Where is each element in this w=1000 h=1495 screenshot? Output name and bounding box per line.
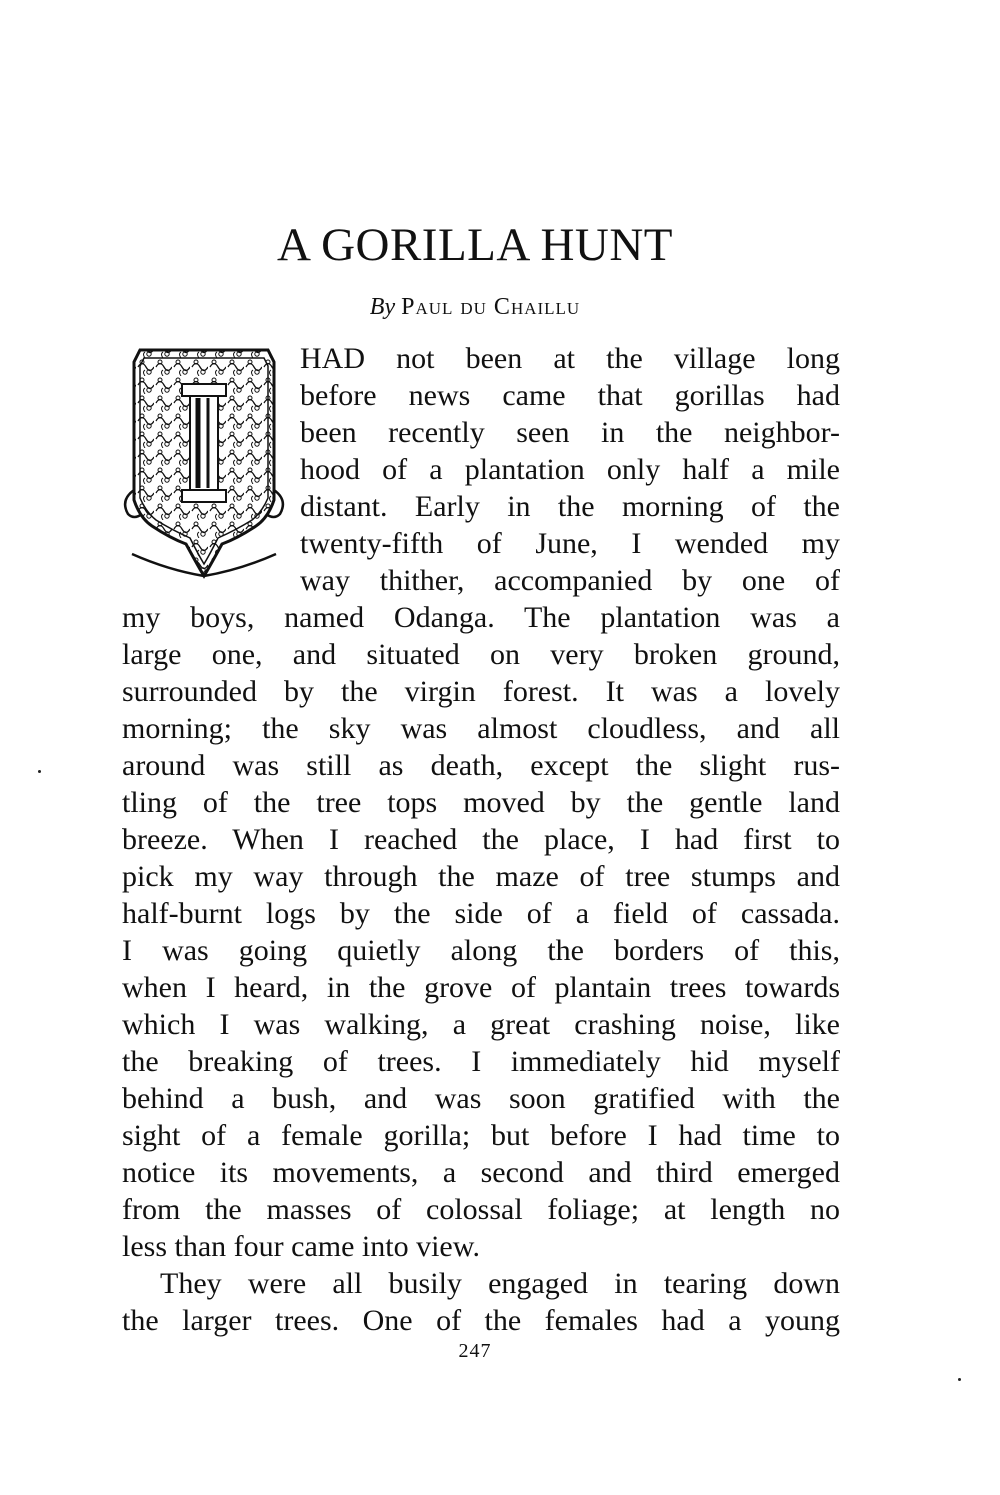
text-line: behind a bush, and was soon gratified with the: [122, 1082, 840, 1115]
text-line: my boys, named Odanga. The plantation was a: [122, 601, 840, 634]
text-line: notice its movements, a second and third emerged: [122, 1156, 840, 1189]
text-line: morning; the sky was almost cloudless, and all: [122, 712, 840, 745]
scan-speck: [958, 1378, 961, 1381]
text-line: large one, and situated on very broken ground,: [122, 638, 840, 671]
text-line: I was going quietly along the borders of this,: [122, 934, 840, 967]
story-title: A GORILLA HUNT: [276, 219, 674, 271]
text-line: the larger trees. One of the females had a young: [122, 1304, 840, 1337]
text-line: been recently seen in the neighbor-: [300, 416, 840, 449]
text-line: the breaking of trees. I immediately hid myself: [122, 1045, 840, 1078]
text-line: from the masses of colossal foliage; at length no: [122, 1193, 840, 1226]
text-line: surrounded by the virgin forest. It was a lovely: [122, 675, 840, 708]
byline-by: By: [369, 294, 396, 320]
text-line: distant. Early in the morning of the: [300, 490, 840, 523]
text-line: breeze. When I reached the place, I had first to: [122, 823, 840, 856]
byline-author: Paul du Chaillu: [401, 294, 581, 320]
text-line: HAD not been at the village long: [300, 342, 840, 375]
page-number: 247: [458, 1340, 492, 1362]
text-line: pick my way through the maze of tree stumps and: [122, 860, 840, 893]
text-line: which I was walking, a great crashing noise, like: [122, 1008, 840, 1041]
text-line: They were all busily engaged in tearing down: [160, 1267, 840, 1300]
text-line: before news came that gorillas had: [300, 379, 840, 412]
text-line: hood of a plantation only half a mile: [300, 453, 840, 486]
text-line: sight of a female gorilla; but before I had time to: [122, 1119, 840, 1152]
text-line: way thither, accompanied by one of: [300, 564, 840, 597]
byline: [0, 294, 950, 321]
text-line: tling of the tree tops moved by the gentle land: [122, 786, 840, 819]
text-line: around was still as death, except the slight rus-: [122, 749, 840, 782]
text-line: twenty-fifth of June, I wended my: [300, 527, 840, 560]
text-line: half-burnt logs by the side of a field of cassada.: [122, 897, 840, 930]
scan-speck: [38, 770, 41, 773]
text-line: when I heard, in the grove of plantain trees towards: [122, 971, 840, 1004]
text-line: less than four came into view.: [122, 1230, 480, 1263]
ornamental-drop-cap: [118, 340, 290, 580]
